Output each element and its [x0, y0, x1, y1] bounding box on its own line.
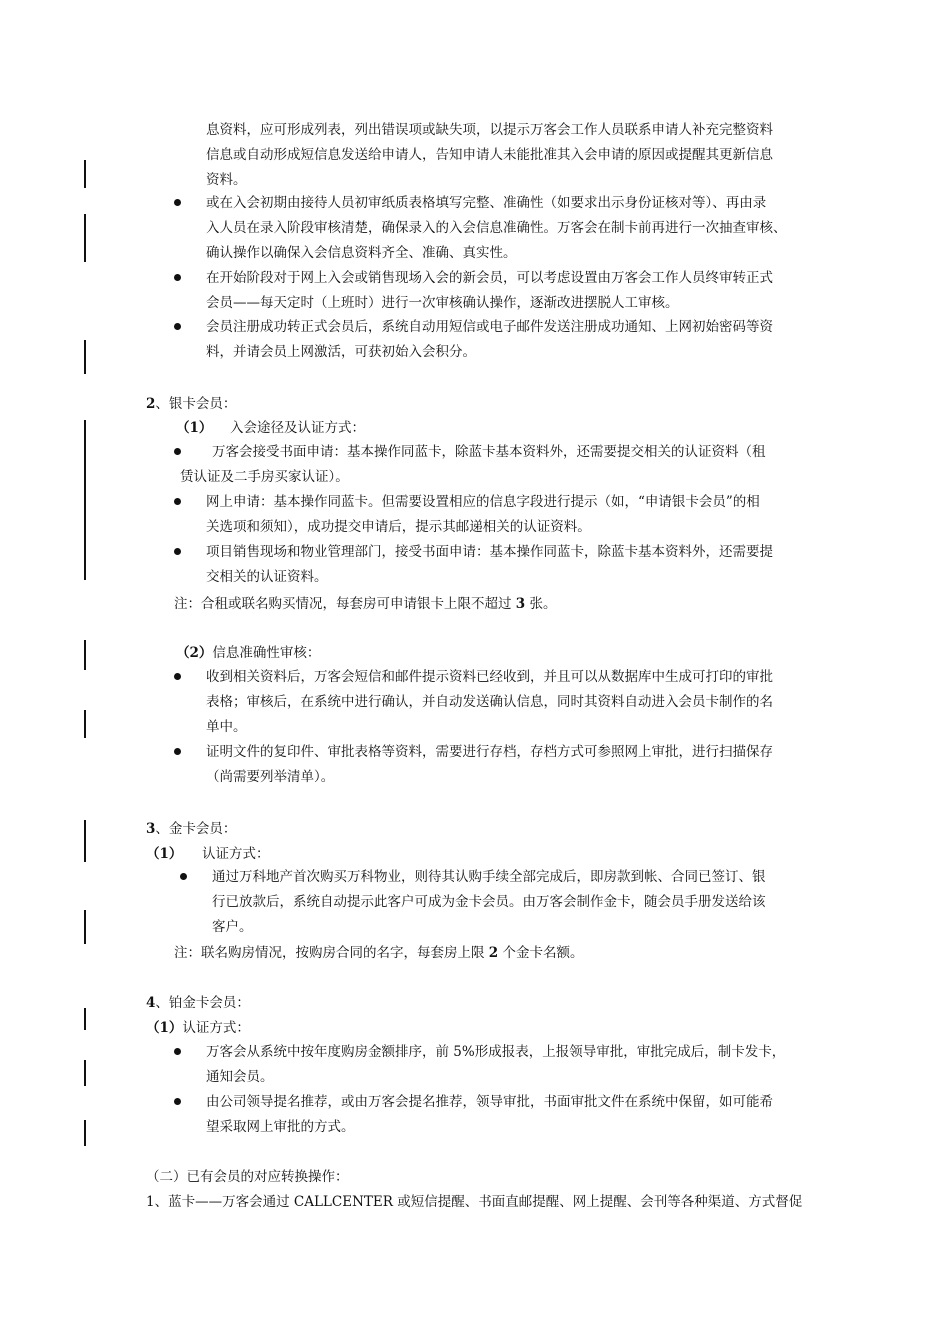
bullet-text: 望采取网上审批的方式。	[206, 1119, 355, 1135]
bullet-text: 关选项和须知），成功提交申请后，提示其邮递相关的认证资料。	[206, 519, 591, 535]
subheading: （1）	[176, 420, 213, 436]
section-heading-platinum: 4、铂金卡会员：	[146, 995, 250, 1011]
bullet-text: 或在入会初期由接待人员初审纸质表格填写完整、准确性（如要求出示身份证核对等）、再由录	[206, 195, 767, 211]
bullet-text: 行已放款后，系统自动提示此客户可成为金卡会员。由万客会制作金卡，随会员手册发送给该	[212, 894, 766, 910]
bullet-text: 客户。	[212, 919, 253, 935]
revision-bar	[84, 340, 86, 374]
revision-bar	[84, 710, 86, 738]
paragraph-line: 资料。	[206, 172, 247, 188]
revision-bar	[84, 640, 86, 670]
bullet-text: 收到相关资料后，万客会短信和邮件提示资料已经收到，并且可以从数据库中生成可打印的审批	[206, 669, 773, 685]
bullet-text: 会员注册成功转正式会员后，系统自动用短信或电子邮件发送注册成功通知、上网初始密码等资	[206, 319, 773, 335]
section-heading-gold: 3、金卡会员：	[146, 821, 237, 837]
revision-bar	[84, 910, 86, 944]
paragraph-line: 1、蓝卡——万客会通过 CALLCENTER 或短信提醒、书面直邮提醒、网上提醒、会刊等各种渠道、方式督促	[146, 1194, 803, 1210]
bullet-text: 交相关的认证资料。	[206, 569, 328, 585]
bullet-text: 通知会员。	[206, 1069, 274, 1085]
note: 注：联名购房情况，按购房合同的名字，每套房上限 2 个金卡名额。	[174, 945, 584, 961]
bullet-text: 料，并请会员上网激活，可获初始入会积分。	[206, 344, 476, 360]
bullet-text: 网上申请：基本操作同蓝卡。但需要设置相应的信息字段进行提示（如，“申请银卡会员”的相	[206, 494, 760, 510]
bullet-text: 万客会接受书面申请：基本操作同蓝卡，除蓝卡基本资料外，还需要提交相关的认证资料（租	[212, 444, 766, 460]
subheading-label: 认证方式：	[202, 846, 270, 862]
bullet-icon	[174, 498, 181, 505]
bullet-text: 入人员在录入阶段审核清楚，确保录入的入会信息准确性。万客会在制卡前再进行一次抽查审核、	[206, 220, 787, 236]
bullet-icon	[174, 1098, 181, 1105]
bullet-icon	[174, 1048, 181, 1055]
bullet-icon	[174, 274, 181, 281]
paragraph-line: 信息或自动形成短信息发送给申请人，告知申请人未能批准其入会申请的原因或提醒其更新信息	[206, 147, 773, 163]
revision-bar	[84, 214, 86, 262]
bullet-text: 证明文件的复印件、审批表格等资料，需要进行存档，存档方式可参照网上审批，进行扫描保存	[206, 744, 773, 760]
bullet-text: 单中。	[206, 719, 247, 735]
subheading: （2）信息准确性审核：	[176, 645, 321, 661]
bullet-icon	[174, 323, 181, 330]
bullet-text: 在开始阶段对于网上入会或销售现场入会的新会员，可以考虑设置由万客会工作人员终审转正式	[206, 270, 773, 286]
subheading: （1）	[146, 846, 183, 862]
bullet-text: 会员——每天定时（上班时）进行一次审核确认操作，逐渐改进摆脱人工审核。	[206, 295, 679, 311]
bullet-icon	[174, 199, 181, 206]
bullet-text: 万客会从系统中按年度购房金额排序，前 5%形成报表，上报领导审批，审批完成后，制卡发卡，	[206, 1044, 786, 1060]
bullet-text: 由公司领导提名推荐，或由万客会提名推荐，领导审批，书面审批文件在系统中保留，如可能希	[206, 1094, 773, 1110]
bullet-text: 赁认证及二手房买家认证）。	[180, 469, 349, 485]
bullet-text: 表格；审核后，在系统中进行确认，并自动发送确认信息，同时其资料自动进入会员卡制作的名	[206, 694, 773, 710]
subheading-label: 入会途径及认证方式：	[230, 420, 365, 436]
bullet-icon	[174, 548, 181, 555]
revision-bar	[84, 820, 86, 862]
note: 注：合租或联名购买情况，每套房可申请银卡上限不超过 3 张。	[174, 596, 557, 612]
bullet-icon	[180, 873, 187, 880]
bullet-icon	[174, 748, 181, 755]
paragraph-line: 息资料，应可形成列表，列出错误项或缺失项，以提示万客会工作人员联系申请人补充完整资料	[206, 122, 773, 138]
revision-bar	[84, 1008, 86, 1030]
section-heading-conversion: （二）已有会员的对应转换操作：	[146, 1169, 349, 1185]
bullet-icon	[174, 673, 181, 680]
bullet-text: 确认操作以确保入会信息资料齐全、准确、真实性。	[206, 245, 517, 261]
revision-bar	[84, 420, 86, 580]
section-heading-silver: 2、银卡会员：	[146, 396, 237, 412]
revision-bar	[84, 160, 86, 188]
revision-bar	[84, 1120, 86, 1146]
revision-bar	[84, 1060, 86, 1086]
bullet-text: 通过万科地产首次购买万科物业，则待其认购手续全部完成后，即房款到帐、合同已签订、银	[212, 869, 766, 885]
subheading: （1）认证方式：	[146, 1020, 250, 1036]
bullet-text: 项目销售现场和物业管理部门，接受书面申请：基本操作同蓝卡，除蓝卡基本资料外，还需要提	[206, 544, 773, 560]
bullet-icon	[174, 448, 181, 455]
bullet-text: （尚需要列举清单）。	[206, 769, 335, 785]
